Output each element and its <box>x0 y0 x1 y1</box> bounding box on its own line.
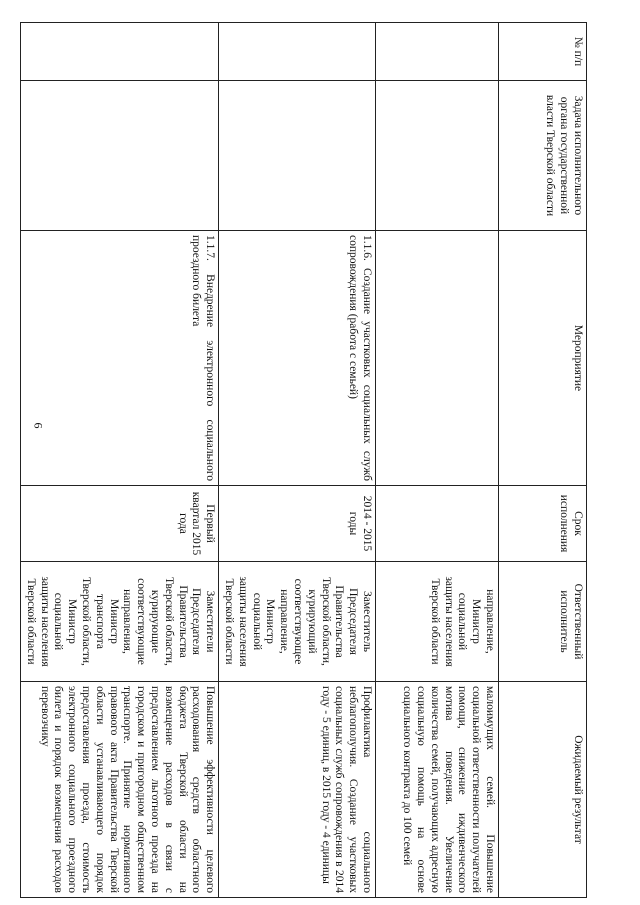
responsible-line: социальной <box>52 592 65 651</box>
cell-term: Первый квартал 2015 года <box>21 486 219 562</box>
responsible-line: социальной <box>250 592 263 651</box>
cell-result: малоимущих семей. Повышение социальной ответственности получателей помощи, снижение иждивенческого мотива поведения. Увеличение количества семей, получающих адресную социальную помощь на основе социального контракта до 100 семей <box>376 682 499 898</box>
page-number: 6 <box>31 422 46 429</box>
cell-term: 2014 - 2015 годы <box>219 486 376 562</box>
responsible-line: Министр <box>470 599 483 644</box>
header-result: Ожидаемый результат <box>499 682 587 898</box>
header-task: Задача исполнительного органа государственной власти Тверской области <box>499 81 587 231</box>
responsible-line: Министр <box>107 599 120 644</box>
responsible-line: Заместитель <box>361 591 373 652</box>
header-term: Срок исполнения <box>499 486 587 562</box>
cell-task <box>21 81 219 231</box>
responsible-line: транспорта <box>93 593 106 650</box>
responsible-line: Правительства <box>333 585 346 658</box>
responsible-line: Заместители <box>204 590 217 653</box>
responsible-line: Министр <box>66 599 79 644</box>
cell-responsible <box>21 562 219 682</box>
responsible-line: курирующие <box>149 589 162 654</box>
cell-responsible <box>376 562 499 682</box>
header-responsible: Ответственный исполнитель <box>499 562 587 682</box>
table-header-row <box>499 23 587 898</box>
cell-num <box>376 23 499 81</box>
responsible-line: Правительства <box>176 585 189 658</box>
responsible-line: Тверской области, <box>80 577 93 666</box>
responsible-line: Председателя <box>190 588 203 655</box>
responsible-line: направления, <box>121 589 134 654</box>
header-num: № п/п <box>499 23 587 81</box>
responsible-line: соответствующее <box>292 578 305 665</box>
table-row <box>21 23 219 898</box>
cell-num <box>219 23 376 81</box>
responsible-line: соответствующие <box>135 578 148 665</box>
cell-result: Профилактика социального неблагополучия. Создание участковых социальных служб сопровождения в 2014 году - 5 единиц, в 2015 году - 4 единицы <box>219 682 376 898</box>
responsible-line: Тверской области, <box>162 577 175 666</box>
responsible-line: Тверской области <box>428 578 441 665</box>
header-measure: Мероприятие <box>499 231 587 486</box>
table-row <box>376 23 499 898</box>
responsible-line: защиты населения <box>236 576 249 667</box>
cell-measure: 1.1.7. Внедрение электронного социального проездного билета <box>21 231 219 486</box>
responsible-line: защиты населения <box>442 576 455 667</box>
cell-result: Повышение эффективности целевого расходования средств областного бюджета Тверской области на возмещение расходов в связи с предоставлением льготного проезда на городском и пригородном общественном транспорте. Принятие нормативного правового акта Правительства Тверской области устанавливающего порядок предоставления проезда, стоимость электронного социального проездного билета и порядок возмещения расходов перевозчику <box>21 682 219 898</box>
responsible-line: Тверской области <box>223 578 236 665</box>
measures-table <box>20 22 587 898</box>
cell-term <box>376 486 499 562</box>
cell-num <box>21 23 219 81</box>
cell-responsible <box>219 562 376 682</box>
responsible-line: Тверской области <box>24 578 37 665</box>
responsible-line: направление, <box>278 589 291 654</box>
responsible-line: Министр <box>264 599 277 644</box>
responsible-line: защиты населения <box>38 576 51 667</box>
responsible-line: Председателя <box>347 588 360 655</box>
cell-task <box>219 81 376 231</box>
rotated-page-content <box>24 22 587 897</box>
responsible-line: социальной <box>456 592 469 651</box>
responsible-line: курирующий <box>305 589 318 654</box>
cell-task <box>376 81 499 231</box>
cell-measure <box>376 231 499 486</box>
responsible-line: Тверской области, <box>319 577 332 666</box>
table-row <box>219 23 376 898</box>
responsible-line: направление, <box>484 589 496 654</box>
cell-measure: 1.1.6. Создание участковых социальных служб сопровождения (работа с семьей) <box>219 231 376 486</box>
